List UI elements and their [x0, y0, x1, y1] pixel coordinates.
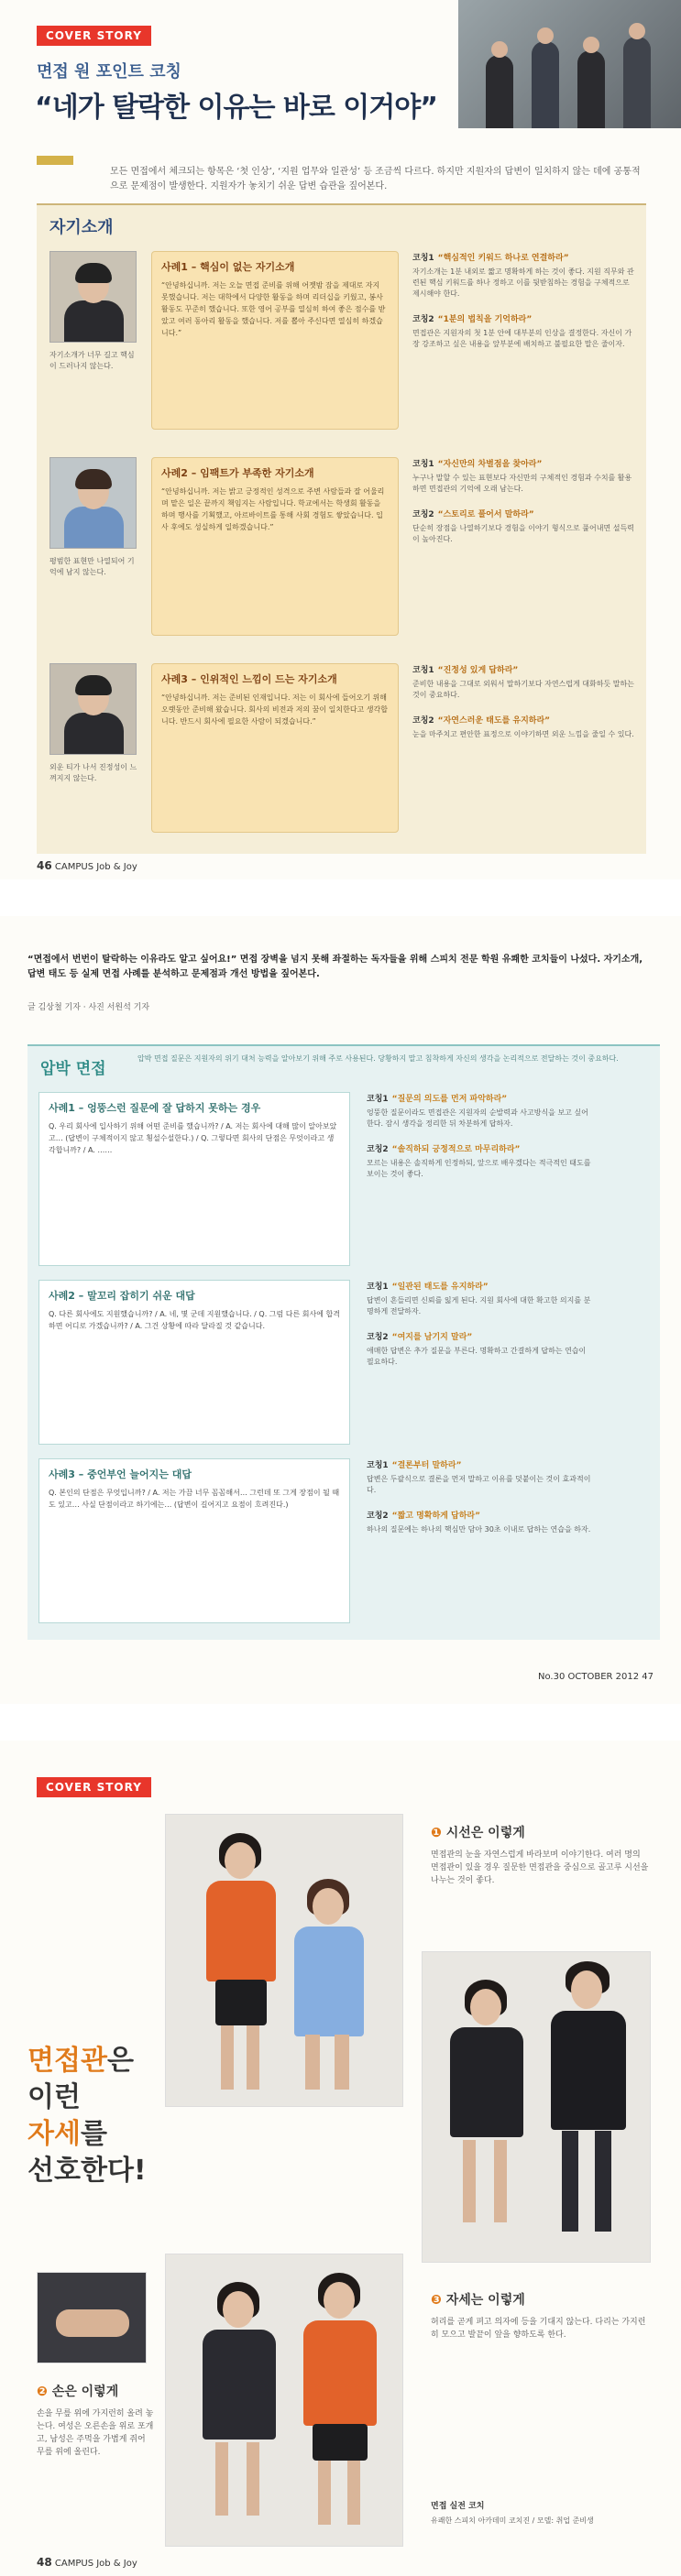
page-number: 48 — [37, 2556, 52, 2569]
case-box — [38, 1280, 350, 1445]
hero-photo — [458, 0, 681, 128]
self-intro-section — [37, 203, 646, 854]
magazine-brand: CAMPUS Job & Joy — [54, 2559, 137, 2569]
coaching-tip: 코칭2 “1분의 법칙을 기억하라” 면접관은 지원자의 첫 1분 안에 대부분의 인상을 결정한다. 자신이 가장 강조하고 싶은 내용을 앞부분에 배치하고 불필요한 말은 줄이자. — [412, 315, 632, 348]
case-row — [37, 654, 646, 846]
coaching-tip: 코칭2 “솔직하되 긍정적으로 마무리하라” 모르는 내용은 솔직하게 인정하되, 앞으로 배우겠다는 적극적인 태도를 보이는 것이 좋다. — [367, 1145, 591, 1178]
case-body: “안녕하십니까. 저는 밝고 긍정적인 성격으로 주변 사람들과 잘 어울리며 맡은 일은 끝까지 책임지는 사람입니다. 학교에서는 학생회 활동을 하며 행사를 기획했고, 아르바이트를 통해 사회 경험도 쌓았습니다. 입사 후에도 성실하게 일하겠습니다.” — [161, 487, 385, 531]
case-title: 사례2 – 임팩트가 부족한 자기소개 — [161, 467, 314, 479]
page-headline: “네가 탈락한 이유는 바로 이거야” — [35, 92, 437, 124]
section-title: 자기소개 — [49, 218, 114, 237]
magazine-page-46 — [0, 0, 681, 879]
coaching-tip: 코칭1 “자신만의 차별점을 찾아라” 누구나 말할 수 있는 표현보다 자신만의 구체적인 경험과 수치를 활용하면 면접관의 기억에 오래 남는다. — [412, 460, 632, 493]
posture-photo-pair — [422, 1951, 651, 2263]
case-row — [37, 242, 646, 443]
case-body: “안녕하십니까. 저는 오늘 면접 준비를 위해 어젯밤 잠을 제대로 자지 못했습니다. 저는 대학에서 다양한 활동을 하며 리더십을 키웠고, 봉사활동도 꾸준히 했습니다. 또한 영어 공부를 열심히 하여 좋은 점수를 받았고 여러 동아리 활동을 했습니다. 저를 뽑아 주신다면 열심히 하겠습니다.” — [161, 281, 386, 337]
magazine-page-48 — [0, 1741, 681, 2576]
posture-tip: ❸ 자세는 이렇게 허리를 곧게 펴고 의자에 등을 기대지 않는다. 다리는 가지런히 모으고 발끝이 앞을 향하도록 한다. — [431, 2293, 646, 2340]
page-number: 46 — [37, 859, 52, 872]
case-body: Q. 다른 회사에도 지원했습니까? / A. 네, 몇 군데 지원했습니다. / Q. 그럼 다른 회사에 합격하면 어디로 가겠습니까? / A. 그건 상황에 따라 달라질 것 같습니다. — [49, 1310, 340, 1330]
coaching-tip: 코칭2 “여지를 남기지 말라” 애매한 답변은 추가 질문을 부른다. 명확하고 간결하게 답하는 연습이 필요하다. — [367, 1333, 587, 1366]
coaching-tip: 코칭1 “결론부터 말하라” 답변은 두괄식으로 결론을 먼저 말하고 이유를 덧붙이는 것이 효과적이다. — [367, 1461, 591, 1494]
cover-story-tag: COVER STORY — [37, 26, 151, 46]
interviewee-photo — [49, 251, 137, 343]
article-byline: 글 김상철 기자 · 사진 서원석 기자 — [27, 1003, 150, 1012]
coaching-tips — [367, 1280, 591, 1381]
case-title: 사례1 – 핵심이 없는 자기소개 — [161, 261, 295, 273]
coaching-tips — [412, 251, 637, 363]
coaching-tip: 코칭1 “진정성 있게 답하라” 준비한 내용을 그대로 외워서 말하기보다 자연스럽게 대화하듯 말하는 것이 중요하다. — [412, 666, 634, 699]
case-bubble — [151, 457, 399, 636]
page-subtitle: 면접 원 포인트 코칭 — [37, 62, 181, 82]
photo-caption: 자기소개가 너무 길고 핵심이 드러나지 않는다. — [49, 351, 135, 370]
case-box — [38, 1458, 350, 1623]
article-lead: “면접에서 번번이 탈락하는 이유라도 알고 싶어요!” 면접 장벽을 넘지 못해 좌절하는 독자들을 위해 스피치 전문 학원 유쾌한 코치들이 나섰다. 자기소개, 답변 태도 등 실제 면접 사례를 분석하고 문제점과 개선 방법을 짚어본다. — [27, 955, 643, 979]
gaze-tip: ❶ 시선은 이렇게 면접관의 눈을 자연스럽게 바라보며 이야기한다. 여러 명의 면접관이 있을 경우 질문한 면접관을 중심으로 골고루 시선을 나누는 것이 좋다. — [431, 1826, 649, 1885]
posture-photo-women — [165, 1814, 403, 2107]
posture-photo-seated — [165, 2254, 403, 2547]
case-bubble — [151, 251, 399, 430]
case-title: 사례2 – 말꼬리 잡히기 쉬운 대답 — [49, 1290, 195, 1302]
coaching-tips — [412, 663, 637, 753]
magazine-brand: CAMPUS Job & Joy — [54, 862, 137, 872]
pressure-interview-section — [27, 1044, 660, 1640]
case-body: “안녕하십니까. 저는 준비된 인재입니다. 저는 이 회사에 들어오기 위해 오랫동안 준비해 왔습니다. 회사의 비전과 저의 꿈이 일치한다고 생각합니다. 반드시 회사에 필요한 사람이 되겠습니다.” — [161, 693, 388, 726]
coaching-tip: 코칭1 “일관된 태도를 유지하라” 답변이 흔들리면 신뢰를 잃게 된다. 지원 회사에 대한 확고한 의지를 분명하게 전달하자. — [367, 1283, 591, 1315]
case-title: 사례3 – 인위적인 느낌이 드는 자기소개 — [161, 673, 337, 685]
coaching-tips — [367, 1092, 591, 1193]
case-body: Q. 본인의 단점은 무엇입니까? / A. 저는 가끔 너무 꼼꼼해서… 그런데 또 그게 장점이 될 때도 있고… 사실 단점이라고 하기에는… (답변이 길어지고 요점이 흐려진다.) — [49, 1489, 340, 1509]
case-bubble — [151, 663, 399, 833]
section-title: 압박 면접 — [40, 1060, 106, 1078]
section-intro: 압박 면접 질문은 지원자의 위기 대처 능력을 알아보기 위해 주로 사용된다. 당황하지 말고 침착하게 자신의 생각을 논리적으로 전달하는 것이 중요하다. — [137, 1054, 619, 1063]
intro-text: 모든 면접에서 체크되는 항목은 ‘첫 인상’, ‘지원 업무와 일관성’ 등 조금씩 다르다. 하지만 지원자의 답변이 일치하지 않는 데에 공통적으로 문제점이 발생한다. 지원자가 놓치기 쉬운 답변 습관을 짚어본다. — [110, 167, 641, 191]
case-title: 사례1 – 엉뚱스런 질문에 잘 답하지 못하는 경우 — [49, 1102, 261, 1114]
coaching-tip: 코칭1 “질문의 의도를 먼저 파악하라” 엉뚱한 질문이라도 면접관은 지원자의 순발력과 사고방식을 보고 싶어한다. 잠시 생각을 정리한 뒤 차분하게 답하자. — [367, 1095, 588, 1128]
photo-caption: 외운 티가 나서 진정성이 느껴지지 않는다. — [49, 763, 137, 782]
coaching-tip: 코칭2 “자연스러운 태도를 유지하라” 눈을 마주치고 편안한 표정으로 이야기하면 외운 느낌을 줄일 수 있다. — [412, 716, 634, 738]
cover-story-tag: COVER STORY — [37, 1777, 151, 1797]
intro-accent-bar — [37, 156, 73, 165]
page-gap — [0, 1704, 681, 1741]
page-footer — [37, 2556, 137, 2569]
case-title: 사례3 – 중언부언 늘어지는 대답 — [49, 1468, 192, 1480]
coaching-tip: 코칭1 “핵심적인 키워드 하나로 연결하라” 자기소개는 1분 내외로 짧고 명확하게 하는 것이 좋다. 지원 직무와 관련된 핵심 키워드를 하나 정하고 이를 뒷받침하는 경험을 구체적으로 제시해야 한다. — [412, 254, 634, 298]
coaching-tip: 코칭2 “짧고 명확하게 답하라” 하나의 질문에는 하나의 핵심만 담아 30초 이내로 답하는 연습을 하자. — [367, 1512, 591, 1534]
case-body: Q. 우리 회사에 입사하기 위해 어떤 준비를 했습니까? / A. 저는 회사에 대해 많이 알아보았고… (답변이 구체적이지 않고 횡설수설한다.) / Q. 그렇다면 회사의 단점은 무엇이라고 생각합니까? / A. …… — [49, 1122, 337, 1154]
case-box — [38, 1092, 350, 1266]
coaching-tip: 코칭2 “스토리로 풀어서 말하라” 단순히 장점을 나열하기보다 경험을 이야기 형식으로 풀어내면 설득력이 높아진다. — [412, 510, 634, 543]
page-number: No.30 OCTOBER 2012 47 — [538, 1672, 654, 1682]
magazine-page-47 — [0, 916, 681, 1704]
hands-photo — [37, 2272, 147, 2363]
interviewee-photo — [49, 457, 137, 549]
case-row — [37, 448, 646, 649]
photo-caption: 평범한 표현만 나열되어 기억에 남지 않는다. — [49, 557, 135, 576]
coaching-tips — [367, 1458, 591, 1548]
page-footer — [37, 859, 137, 872]
photo-credit: 면접 실전 코치 유쾌한 스피치 아카데미 코치진 / 모델: 취업 준비생 — [431, 2502, 594, 2525]
interviewee-photo — [49, 663, 137, 755]
page-title: 면접관은 이런 자세를 선호한다! — [27, 2045, 147, 2187]
hand-tip: ❷ 손은 이렇게 손을 무릎 위에 가지런히 올려 놓는다. 여성은 오른손을 위로 포개고, 남성은 주먹을 가볍게 쥐어 무릎 위에 올린다. — [37, 2385, 154, 2457]
coaching-tips — [412, 457, 637, 558]
page-gap — [0, 879, 681, 916]
